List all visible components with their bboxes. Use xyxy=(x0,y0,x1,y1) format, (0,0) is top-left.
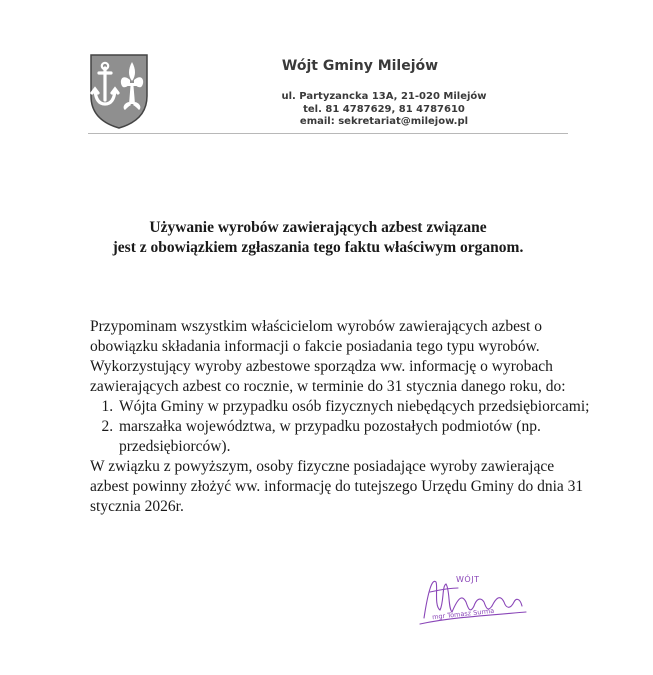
org-name: Wójt Gminy Milejów xyxy=(281,58,439,74)
list-item: 1. Wójta Gminy w przypadku osób fizycznych niebędących przedsiębiorcami; xyxy=(117,397,590,417)
contact-info xyxy=(218,91,550,129)
header-divider xyxy=(88,133,568,134)
list-item: 2. marszałka województwa, w przypadku pozostałych podmiotów (np. przedsiębiorców). xyxy=(117,417,590,457)
body-paragraph-1: Przypominam wszystkim właścicielom wyrobów zawierających azbest o obowiązku składania informacji o fakcie posiadania tego typu wyrobów. xyxy=(90,318,542,355)
phone-line: tel. 81 4787629, 81 4787610 xyxy=(303,103,465,115)
recipient-list xyxy=(90,397,590,457)
body-paragraph-3: W związku z powyższym, osoby fizyczne posiadające wyroby zawierające azbest powinny złożyć ww. informację do tutejszego Urzędu Gminy do dnia 31 stycznia 2026r. xyxy=(90,458,584,515)
email-line: email: sekretariat@milejow.pl xyxy=(299,116,469,127)
letterhead xyxy=(150,58,550,129)
signature-role: WÓJT xyxy=(456,575,480,584)
signature xyxy=(418,572,530,630)
signature-name: mgr Tomasz Surma xyxy=(431,606,495,622)
address-line: ul. Partyzancka 13A, 21-020 Milejów xyxy=(281,91,487,102)
document-body xyxy=(90,317,590,517)
document-headline xyxy=(68,218,568,258)
headline-line-1: Używanie wyrobów zawierających azbest związane xyxy=(149,219,487,236)
body-paragraph-2: Wykorzystujący wyroby azbestowe sporządza ww. informację o wyrobach zawierających azbest co rocznie, w terminie do 31 stycznia danego roku, do: xyxy=(90,358,566,395)
headline-line-2: jest z obowiązkiem zgłaszania tego faktu właściwym organom. xyxy=(112,239,524,256)
coat-of-arms-icon xyxy=(88,52,150,130)
